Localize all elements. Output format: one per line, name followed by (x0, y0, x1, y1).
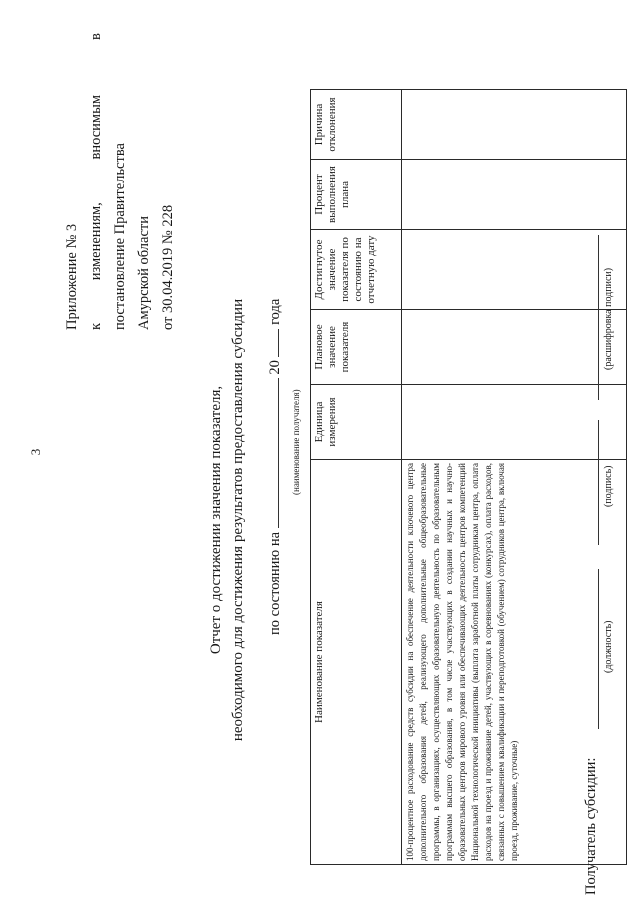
indicator-description: 100-процентное расходование средств субсидии на обеспечение деятельности ключевого центра дополнительного образования детей, реализующего дополнительные общеобразовательные программы, в организациях, осуществляющих образовательную деятельность по образовательным программам высшего образования, в том числе участвующих в создании научных и научно-образовательных центров мирового уровня или обеспечивающих деятельность центров компетенций Национальной технологической инициативы (выплата заработной платы сотрудникам центра, оплата расходов на проезд и проживание детей, участвующих в соревнованиях (конкурсах), оплата расходов, связанных с повышением квалификации и переподготовкой (обучением) сотрудников центра, включая проезд, проживание, суточные) (402, 460, 627, 865)
table-row (402, 90, 627, 865)
decoding-caption: (расшифровка подписи) (603, 267, 614, 370)
appendix-header (60, 33, 180, 330)
header-indicator-name: Наименование показателя (311, 460, 402, 865)
appendix-word-introduced: вносимым (88, 95, 104, 160)
position-blank-field[interactable] (598, 569, 599, 729)
header-deviation-reason: Причина отклонения (311, 90, 402, 160)
appendix-date: от 30.04.2019 № 228 (160, 204, 176, 330)
unit-cell[interactable] (402, 385, 627, 460)
header-unit: Единица измерения (311, 385, 402, 460)
signature-blank-field[interactable] (598, 420, 599, 545)
indicator-table (310, 89, 627, 865)
subsidy-recipient-label: Получатель субсидии: (583, 757, 599, 895)
table-header-row (311, 90, 402, 865)
date-blank-field[interactable] (264, 378, 279, 528)
appendix-reference-line (84, 95, 108, 330)
appendix-number: Приложение № 3 (64, 223, 80, 330)
deviation-reason-cell[interactable] (402, 90, 627, 160)
header-percent-completion: Процент выполнения плана (311, 160, 402, 230)
header-achieved-value: Достигнутое значение показателя по состоянию на отчетную дату (311, 230, 402, 310)
signature-caption: (подпись) (603, 465, 614, 507)
status-prefix: по состоянию на (267, 531, 283, 635)
year-blank-field[interactable] (264, 329, 279, 357)
appendix-word-v: в (88, 33, 104, 40)
page-number: 3 (28, 448, 43, 456)
report-title (205, 275, 249, 765)
appendix-resolution: постановление Правительства (112, 143, 128, 330)
planned-value-cell[interactable] (402, 310, 627, 385)
report-title-line-2: необходимого для достижения результатов предоставления субсидии (230, 298, 246, 742)
year-suffix: года (267, 298, 283, 325)
decoding-blank-field[interactable] (598, 235, 599, 400)
recipient-name-hint: (наименование получателя) (291, 389, 301, 495)
report-title-line-1: Отчет о достижении значения показателя, (208, 385, 224, 655)
appendix-word-k: к (88, 322, 104, 330)
appendix-region: Амурской области (136, 216, 152, 330)
percent-completion-cell[interactable] (402, 160, 627, 230)
appendix-word-changes: изменениям, (88, 202, 104, 281)
header-planned-value: Плановое значение показателя (311, 310, 402, 385)
status-date-line (264, 299, 284, 635)
achieved-value-cell[interactable] (402, 230, 627, 310)
year-prefix: 20 (267, 360, 283, 375)
position-caption: (должность) (603, 620, 614, 673)
